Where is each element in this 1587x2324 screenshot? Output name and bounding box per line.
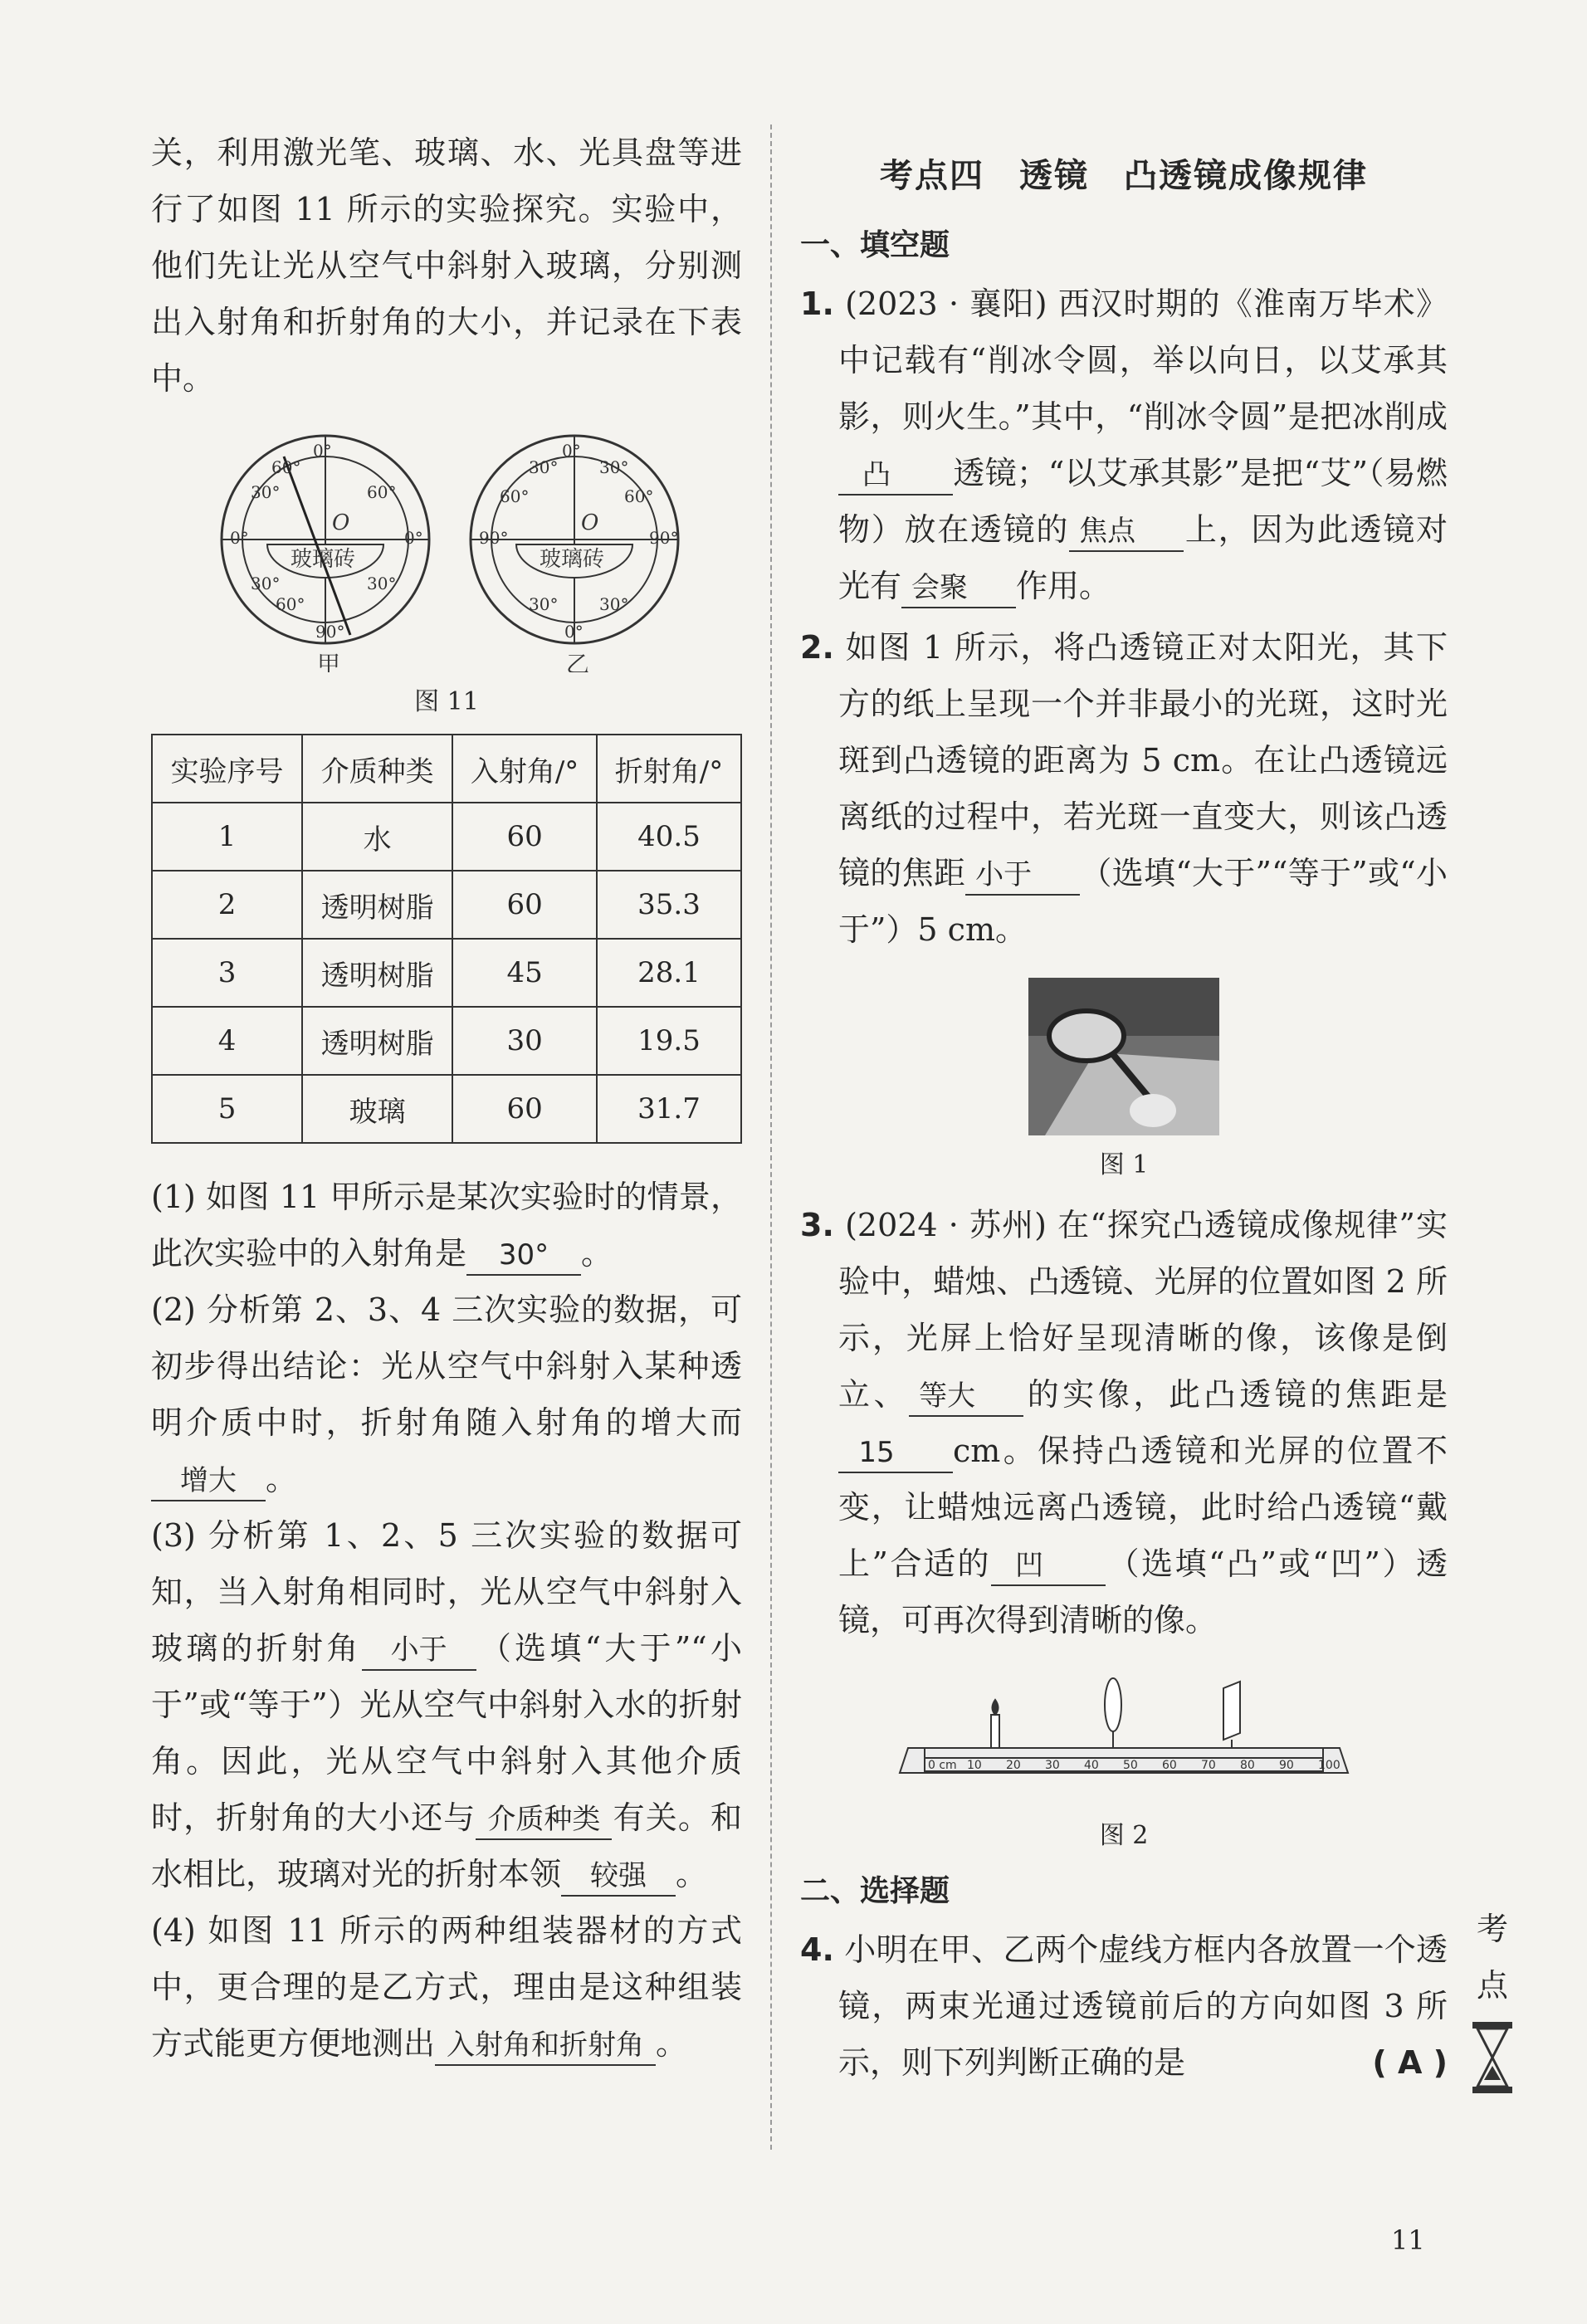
bench-tick-label: 10 xyxy=(967,1759,982,1772)
svg-text:90°: 90° xyxy=(649,528,679,548)
table-cell: 45 xyxy=(452,939,597,1007)
table-cell: 水 xyxy=(302,803,452,871)
protractor-diagrams xyxy=(151,423,742,672)
table-header: 入射角/° xyxy=(452,735,597,803)
bench-tick-label: 100 xyxy=(1318,1759,1340,1772)
bench-tick-label: 30 xyxy=(1045,1759,1060,1772)
svg-text:甲: 甲 xyxy=(317,651,341,672)
svg-text:乙: 乙 xyxy=(566,651,590,672)
subquestion-1: (1) 如图 11 甲所示是某次实验时的情景，此次实验中的入射角是 30° 。 xyxy=(151,1169,742,1282)
data-table xyxy=(151,734,742,1144)
answer-blank[interactable]: 焦点 xyxy=(1069,512,1184,552)
svg-text:60°: 60° xyxy=(276,594,305,614)
bench-tick-label: 90 xyxy=(1279,1759,1294,1772)
table-cell: 60 xyxy=(452,1075,597,1143)
bench-tick-label: 80 xyxy=(1240,1759,1255,1772)
svg-text:90°: 90° xyxy=(315,622,345,642)
subquestion-3: (3) 分析第 1、2、5 三次实验的数据可知，当入射角相同时，光从空气中斜射入玻璃的折射角 小于 （选填“大于”“小于”或“等于”）光从空气中斜射入水的折射角。因此，光从空气中斜射入其他介质时，折射角的大小还与 介质种类 有关。和水相比，玻璃对光的折射本领 较强 。 xyxy=(151,1507,742,1902)
table-cell: 60 xyxy=(452,803,597,871)
svg-text:30°: 30° xyxy=(251,482,281,502)
table-header: 介质种类 xyxy=(302,735,452,803)
table-header: 实验序号 xyxy=(152,735,302,803)
table-cell: 60 xyxy=(452,871,597,939)
bench-tick-label: 0 cm xyxy=(928,1759,957,1772)
table-row xyxy=(152,803,741,871)
page-number: 11 xyxy=(1391,2224,1425,2256)
answer-blank[interactable]: 小于 xyxy=(362,1631,476,1671)
table-row xyxy=(152,871,741,939)
question-4: 4. 小明在甲、乙两个虚线方框内各放置一个透镜，两束光通过透镜前后的方向如图 3 所示，则下列判断正确的是 ( A ) xyxy=(800,1921,1448,2091)
svg-text:60°: 60° xyxy=(500,486,530,506)
table-cell: 2 xyxy=(152,871,302,939)
figure-1-caption: 图 1 xyxy=(1099,1150,1149,1179)
figure-2 xyxy=(800,1665,1448,1851)
bench-tick-label: 20 xyxy=(1006,1759,1021,1772)
table-cell: 31.7 xyxy=(597,1075,741,1143)
bench-tick-label: 50 xyxy=(1123,1759,1138,1772)
table-row xyxy=(152,1007,741,1075)
svg-text:O: O xyxy=(332,510,350,535)
optical-bench xyxy=(875,1665,1373,1806)
table-cell: 3 xyxy=(152,939,302,1007)
svg-text:玻璃砖: 玻璃砖 xyxy=(540,547,605,572)
hourglass-icon xyxy=(1469,2020,1516,2095)
left-column xyxy=(151,124,742,2072)
choice-heading: 二、选择题 xyxy=(800,1874,950,1908)
answer-blank[interactable]: 会聚 xyxy=(901,569,1016,608)
intro-paragraph: 关，利用激光笔、玻璃、水、光具盘等进行了如图 11 所示的实验探究。实验中，他们先让光从空气中斜射入玻璃，分别测出入射角和折射角的大小，并记录在下表中。 xyxy=(151,134,742,397)
table-cell: 5 xyxy=(152,1075,302,1143)
figure-2-caption: 图 2 xyxy=(1099,1821,1149,1850)
table-cell: 28.1 xyxy=(597,939,741,1007)
answer-blank[interactable]: 等大 xyxy=(909,1377,1023,1417)
question-1: 1. (2023 · 襄阳) 西汉时期的《淮南万毕术》中记载有“削冰令圆，举以向日，以艾承其影，则火生。”其中，“削冰令圆”是把冰削成凸 透镜；“以艾承其影”是把“艾”（易燃物）放在透镜的 焦点 上，因为此透镜对光有 会聚 作用。 xyxy=(800,276,1448,614)
answer-blank[interactable]: 较强 xyxy=(561,1857,676,1897)
answer-blank[interactable]: 凹 xyxy=(991,1546,1106,1586)
bench-tick-label: 40 xyxy=(1084,1759,1099,1772)
table-cell: 35.3 xyxy=(597,871,741,939)
svg-text:60°: 60° xyxy=(271,457,301,477)
answer-blank[interactable]: 30° xyxy=(466,1236,581,1276)
svg-text:30°: 30° xyxy=(251,574,281,593)
svg-text:30°: 30° xyxy=(529,457,559,477)
answer-blank[interactable]: 入射角和折射角 xyxy=(435,2026,656,2066)
figure-1 xyxy=(800,978,1448,1180)
svg-text:0°: 0° xyxy=(564,622,584,642)
answer-blank[interactable]: 介质种类 xyxy=(476,1800,612,1840)
svg-text:30°: 30° xyxy=(599,594,629,614)
svg-text:90°: 90° xyxy=(479,528,509,548)
svg-text:玻璃砖: 玻璃砖 xyxy=(291,547,356,572)
svg-text:30°: 30° xyxy=(599,457,629,477)
svg-text:60°: 60° xyxy=(624,486,654,506)
column-divider xyxy=(770,124,772,2150)
side-tab-char: 考 xyxy=(1476,1911,1508,1947)
answer-blank[interactable]: 增大 xyxy=(151,1462,266,1501)
choice-answer[interactable]: ( A ) xyxy=(1372,2044,1448,2081)
figure-11-caption: 图 11 xyxy=(414,687,479,716)
subquestion-2: (2) 分析第 2、3、4 三次实验的数据，可初步得出结论：光从空气中斜射入某种透明介质中时，折射角随入射角的增大而增大 。 xyxy=(151,1282,742,1507)
question-2: 2. 如图 1 所示，将凸透镜正对太阳光，其下方的纸上呈现一个并非最小的光斑，这时光斑到凸透镜的距离为 5 cm。在让凸透镜远离纸的过程中，若光斑一直变大，则该凸透镜的焦距 小于 （选填“大于”“等于”或“小于”）5 cm。 xyxy=(800,629,1448,948)
svg-text:O: O xyxy=(581,510,599,535)
svg-text:60°: 60° xyxy=(367,482,397,502)
answer-blank[interactable]: 15 xyxy=(838,1433,953,1473)
table-cell: 4 xyxy=(152,1007,302,1075)
table-cell: 30 xyxy=(452,1007,597,1075)
table-cell: 透明树脂 xyxy=(302,1007,452,1075)
table-cell: 19.5 xyxy=(597,1007,741,1075)
table-row xyxy=(152,1075,741,1143)
bench-tick-label: 70 xyxy=(1201,1759,1216,1772)
table-cell: 透明树脂 xyxy=(302,939,452,1007)
right-column xyxy=(800,124,1448,2091)
table-cell: 透明树脂 xyxy=(302,871,452,939)
svg-text:30°: 30° xyxy=(367,574,397,593)
sunlight-lens-photo xyxy=(1028,978,1219,1135)
table-cell: 玻璃 xyxy=(302,1075,452,1143)
subquestion-4: (4) 如图 11 所示的两种组装器材的方式中，更合理的是乙方式，理由是这种组装方式能更方便地测出 入射角和折射角 。 xyxy=(151,1902,742,2072)
fill-in-heading: 一、填空题 xyxy=(800,228,950,262)
bench-tick-label: 60 xyxy=(1162,1759,1177,1772)
question-3: 3. (2024 · 苏州) 在“探究凸透镜成像规律”实验中，蜡烛、凸透镜、光屏的位置如图 2 所示，光屏上恰好呈现清晰的像，该像是倒立、 等大 的实像，此凸透镜的焦距是15 cm。保持凸透镜和光屏的位置不变，让蜡烛远离凸透镜，此时给凸透镜“戴上”合适的 凹 （选填“凸”或“凹”）透镜，可再次得到清晰的像。 xyxy=(800,1207,1448,1638)
svg-text:30°: 30° xyxy=(529,594,559,614)
table-cell: 1 xyxy=(152,803,302,871)
side-tab xyxy=(1459,1901,1526,2112)
answer-blank[interactable]: 小于 xyxy=(965,856,1080,896)
table-header-row xyxy=(152,735,741,803)
side-tab-char: 点 xyxy=(1476,1967,1508,2004)
svg-text:0°: 0° xyxy=(562,441,581,461)
answer-blank[interactable]: 凸 xyxy=(838,456,953,496)
figure-11 xyxy=(151,423,742,717)
table-row xyxy=(152,939,741,1007)
table-cell: 40.5 xyxy=(597,803,741,871)
section-title: 考点四 透镜 凸透镜成像规律 xyxy=(880,157,1368,195)
svg-text:0°: 0° xyxy=(230,528,249,548)
table-header: 折射角/° xyxy=(597,735,741,803)
svg-text:0°: 0° xyxy=(313,441,332,461)
svg-text:0°: 0° xyxy=(404,528,423,548)
